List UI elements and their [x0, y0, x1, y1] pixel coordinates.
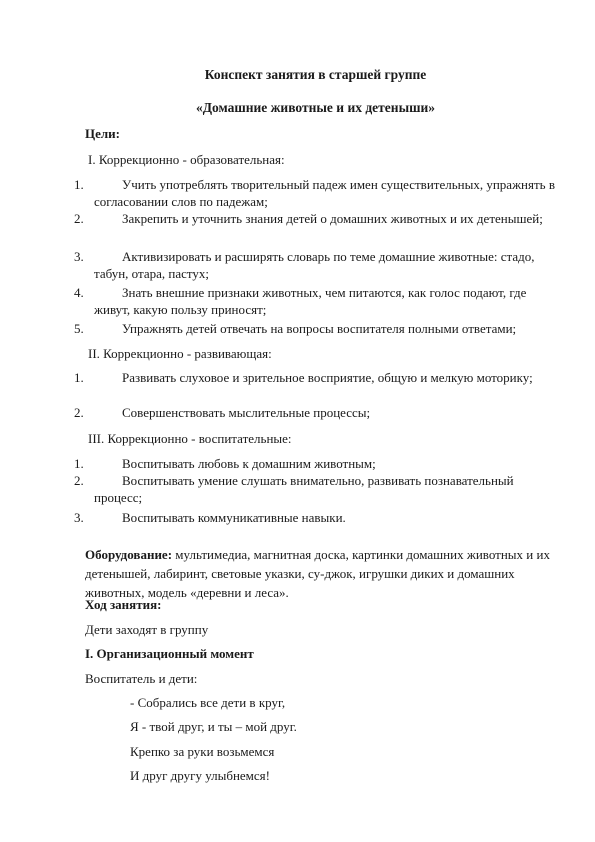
enter-text: Дети заходят в группу [85, 622, 209, 637]
list-item-text: Упражнять детей отвечать на вопросы воспитателя полными ответами; [122, 321, 517, 336]
teacher-line: Воспитатель и дети: [85, 671, 198, 686]
list-item-text: Закрепить и уточнить знания детей о домашних животных и их детенышей; [122, 211, 543, 226]
equipment-text: мультимедиа, магнитная доска, картинки домашних животных и их детенышей, лабиринт, световые указки, су-джок, игрушки диких и домашних животных, модель «деревни и леса». [85, 547, 550, 600]
poem-line: Я - твой друг, и ты – мой друг. [130, 719, 297, 734]
list-item [74, 455, 564, 472]
list-item-number: 4. [74, 285, 84, 300]
poem-line: - Собрались все дети в круг, [130, 695, 286, 710]
goals-heading: Цели: [85, 126, 120, 141]
list-item [74, 369, 564, 386]
section-3-heading: III. Коррекционно - воспитательные: [88, 431, 292, 446]
poem-line: И друг другу улыбнемся! [130, 768, 270, 783]
list-item-number: 3. [74, 249, 84, 264]
poem-line: Крепко за руки возьмемся [130, 744, 275, 759]
list-item [74, 284, 564, 318]
list-item-text: Воспитывать умение слушать внимательно, развивать познавательный процесс; [94, 473, 514, 505]
list-item-text: Знать внешние признаки животных, чем питаются, как голос подают, где живут, какую пользу приносят; [94, 285, 527, 317]
list-item-text: Воспитывать коммуникативные навыки. [122, 510, 346, 525]
lesson-heading: Ход занятия: [85, 597, 162, 612]
list-item [74, 176, 564, 210]
list-item-number: 1. [74, 177, 84, 192]
list-item-text: Воспитывать любовь к домашним животным; [122, 456, 376, 471]
list-item-number: 2. [74, 473, 84, 488]
list-item-number: 2. [74, 405, 84, 420]
list-item-number: 5. [74, 321, 84, 336]
equipment-label: Оборудование: [85, 547, 173, 562]
list-item [74, 509, 564, 526]
list-item [74, 472, 564, 506]
section-2-heading: II. Коррекционно - развивающая: [88, 346, 272, 361]
list-item-text: Учить употреблять творительный падеж имен существительных, упражнять в согласовании слов по падежам; [94, 177, 555, 209]
equipment-paragraph [85, 545, 555, 602]
list-item-text: Совершенствовать мыслительные процессы; [122, 405, 371, 420]
title-line-1: Конспект занятия в старшей группе [204, 67, 427, 82]
list-item-text: Активизировать и расширять словарь по теме домашние животные: стадо, табун, отара, пастух; [94, 249, 535, 281]
section-1-heading: I. Коррекционно - образовательная: [88, 152, 285, 167]
title-line-2: «Домашние животные и их детеныши» [195, 100, 436, 115]
org-moment-heading: I. Организационный момент [85, 646, 254, 661]
list-item-number: 1. [74, 456, 84, 471]
list-item-number: 2. [74, 211, 84, 226]
list-item-text: Развивать слуховое и зрительное восприятие, общую и мелкую моторику; [122, 370, 533, 385]
list-item [74, 404, 564, 421]
list-item-number: 1. [74, 370, 84, 385]
list-item [74, 210, 564, 227]
list-item [74, 248, 564, 282]
list-item [74, 320, 564, 337]
list-item-number: 3. [74, 510, 84, 525]
